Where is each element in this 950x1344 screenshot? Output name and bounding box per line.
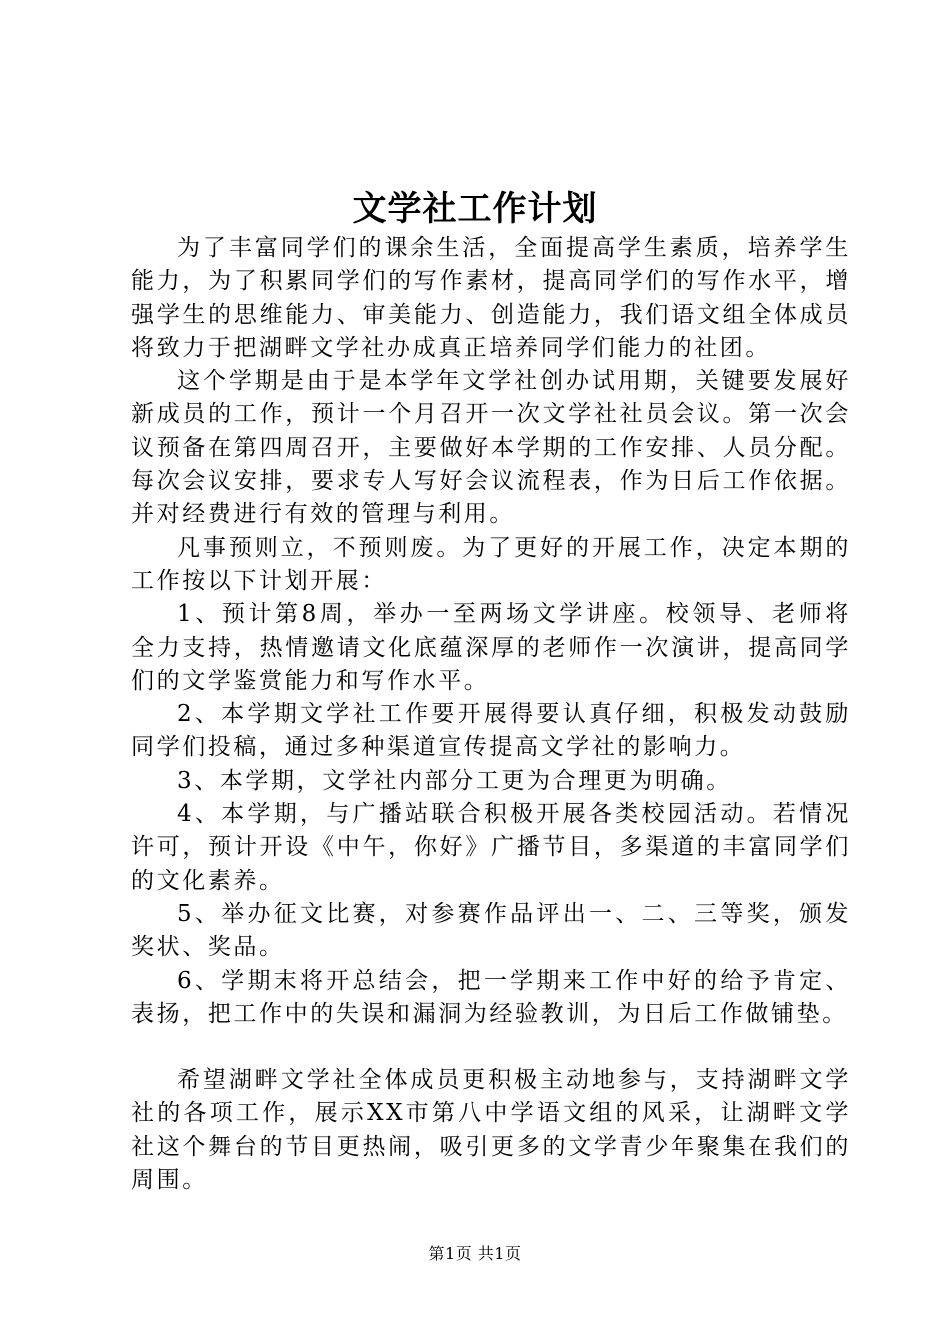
plan-item-1: 1、预计第8周，举办一至两场文学讲座。校领导、老师将全力支持，热情邀请文化底蕴深厚的老师作一次演讲，提高同学们的文学鉴赏能力和写作水平。 [131, 601, 851, 694]
paragraph-intro: 为了丰富同学们的课余生活，全面提高学生素质，培养学生能力，为了积累同学们的写作素材，提高同学们的写作水平，增强学生的思维能力、审美能力、创造能力，我们语文组全体成员将致力于把湖畔文学社办成真正培养同学们能力的社团。 [131, 235, 851, 361]
paragraph-plan-intro: 凡事预则立，不预则废。为了更好的开展工作，决定本期的工作按以下计划开展： [131, 534, 851, 594]
paragraph-closing: 希望湖畔文学社全体成员更积极主动地参与，支持湖畔文学社的各项工作，展示XX市第八中学语文组的风采，让湖畔文学社这个舞台的节目更热闹，吸引更多的文学青少年聚集在我们的周围。 [131, 1067, 851, 1194]
plan-item-2: 2、本学期文学社工作要开展得要认真仔细，积极发动鼓励同学们投稿，通过多种渠道宣传提高文学社的影响力。 [131, 701, 851, 761]
page-number-footer: 第1页 共1页 [428, 1244, 522, 1263]
document-title: 文学社工作计划 [352, 189, 598, 229]
plan-item-6: 6、学期末将开总结会，把一学期来工作中好的给予肯定、表扬，把工作中的失误和漏洞为经验教训，为日后工作做铺垫。 [131, 967, 851, 1027]
plan-item-4: 4、本学期，与广播站联合积极开展各类校园活动。若情况许可，预计开设《中午，你好》广播节目，多渠道的丰富同学们的文化素养。 [131, 801, 851, 894]
plan-item-3: 3、本学期，文学社内部分工更为合理更为明确。 [177, 767, 732, 794]
plan-item-5: 5、举办征文比赛，对参赛作品评出一、二、三等奖，颁发奖状、奖品。 [131, 900, 851, 961]
paragraph-semester: 这个学期是由于是本学年文学社创办试用期，关键要发展好新成员的工作，预计一个月召开一次文学社社员会议。第一次会议预备在第四周召开，主要做好本学期的工作安排、人员分配。每次会议安排，要求专人写好会议流程表，作为日后工作依据。并对经费进行有效的管理与利用。 [131, 368, 851, 528]
document-body [131, 232, 851, 1197]
